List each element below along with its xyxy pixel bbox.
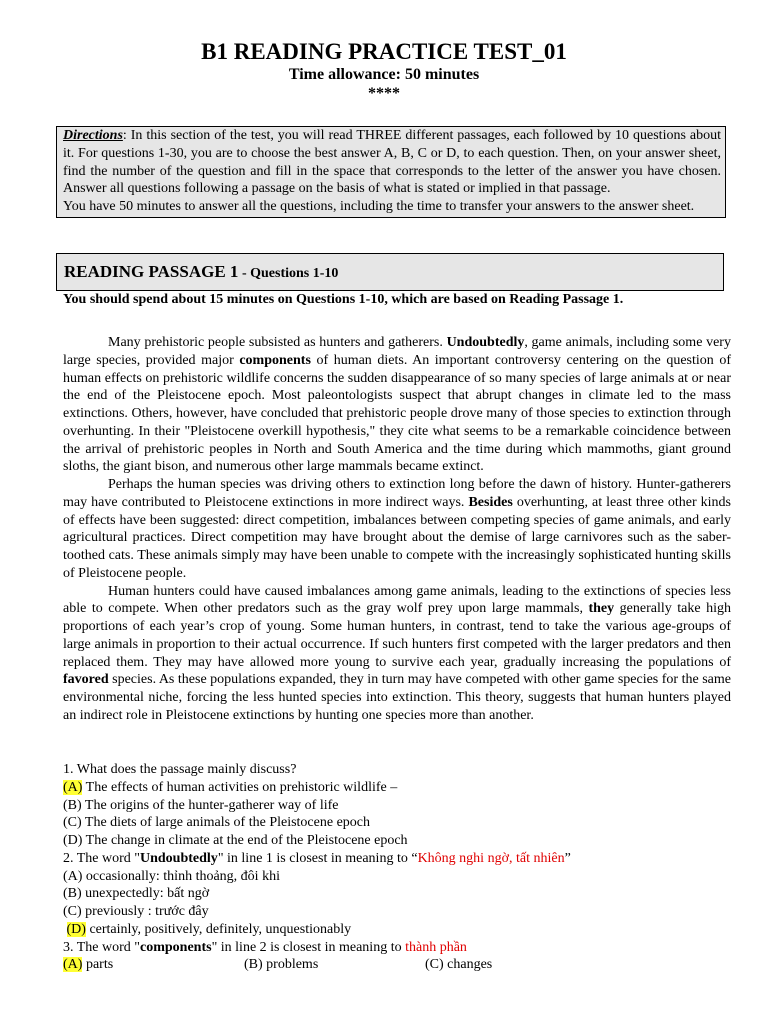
text-run: species. As these populations expanded, they in turn may have competed with other game species for the same environmental niche, forcing the less hunted species into extinction. This theory, suggests that human hunters played an indirect role in Pleistocene extinctions by hunting one species more than another.: [63, 672, 731, 723]
question-1-option-b: (B) The origins of the hunter-gatherer way of life: [63, 797, 339, 813]
directions-text: : In this section of the test, you will read THREE different passages, each followed by 10 questions about it. For questions 1-30, you are to choose the best answer A, B, C or D, to each question. Then, on your answer sheet, find the number of the question and fill in the space that corresponds to the letter of the answer you have chosen. Answer all questions following a passage on the basis of what is stated or implied in that passage.: [63, 128, 721, 197]
question-1-option-c: (C) The diets of large animals of the Pleistocene epoch: [63, 815, 371, 831]
text-run: , game animals, including some very large species, provided major: [63, 335, 731, 368]
question-2-option-a: (A) occasionally: thỉnh thoảng, đôi khi: [63, 868, 280, 884]
separator-stars: ****: [368, 85, 400, 102]
text-run: " in line 2 is closest in meaning to: [211, 939, 406, 955]
translation-note: Không nghi ngờ, tất nhiên: [417, 850, 565, 866]
text-run: Perhaps the human species was driving others to extinction long before the dawn of history. Hunter-gatherers may have contributed to Pleistocene extinctions in more indirect ways.: [63, 477, 731, 510]
keyword-favored: favored: [63, 672, 109, 688]
question-1-option-a: [63, 779, 731, 797]
passage-paragraph-1: [63, 334, 731, 476]
text-run: 2. The word ": [63, 850, 140, 866]
answer-highlight: (A): [63, 779, 83, 795]
option-text: certainly, positively, definitely, unquestionably: [85, 921, 352, 937]
question-2: [63, 850, 731, 868]
question-2-option-d: [63, 921, 731, 939]
text-run: 3. The word ": [63, 939, 140, 955]
question-2-option-b: (B) unexpectedly: bất ngờ: [63, 886, 210, 902]
answer-highlight: (D): [66, 921, 86, 937]
passage-title: READING PASSAGE 1: [64, 262, 239, 281]
passage-header-box: [56, 253, 724, 291]
text-run: Many prehistoric people subsisted as hunters and gatherers.: [108, 335, 447, 350]
question-3: [63, 939, 731, 957]
question-3-option-a: [63, 956, 244, 974]
time-spend-note: You should spend about 15 minutes on Questions 1-10, which are based on Reading Passage 1.: [63, 292, 624, 307]
text-run: overhunting, at least three other kinds of effects have been suggested: direct competition, imbalances between competing species of game animals, and early agricultural practices. Direct competition may have brought about the demise of large carnivores such as the saber-toothed cats. These animals simply may have been unable to compete with the increasingly sophisticated hunting skills of Pleistocene people.: [63, 494, 732, 581]
option-text: The effects of human activities on prehistoric wildlife –: [82, 779, 398, 795]
passage-paragraph-3: [63, 583, 731, 725]
question-keyword: components: [140, 939, 212, 955]
translation-note: thành phần: [405, 939, 467, 955]
passage-paragraph-2: [63, 476, 731, 583]
question-3-option-b: (B) problems: [244, 957, 319, 973]
keyword-components: components: [239, 352, 311, 368]
text-run: generally take high proportions of each year’s crop of young. Some human hunters, in contrast, tend to take the various age-groups of large animals in proportion to their actual occurrence. If such hunters first competed with the larger predators and then replaced them. They may have allowed more young to survive each year, gradually increasing the populations of: [63, 601, 731, 670]
text-run: ”: [564, 850, 571, 866]
directions-time-note: You have 50 minutes to answer all the questions, including the time to transfer your answers to the answer sheet.: [63, 199, 695, 215]
question-3-options: [63, 956, 731, 974]
passage-questions-range: - Questions 1-10: [238, 266, 339, 281]
question-3-option-c: (C) changes: [425, 957, 493, 973]
keyword-they: they: [588, 601, 615, 617]
question-2-option-c: (C) previously : trước đây: [63, 904, 209, 919]
passage-heading: [64, 262, 338, 284]
keyword-undoubtedly: Undoubtedly: [446, 335, 525, 350]
time-allowance: Time allowance: 50 minutes: [288, 66, 480, 83]
question-1: 1. What does the passage mainly discuss?: [63, 762, 297, 777]
directions-label: Directions: [63, 128, 123, 143]
test-title: B1 READING PRACTICE TEST_01: [201, 39, 567, 64]
text-run: Human hunters could have caused imbalances among game animals, leading to the extinctions of species less able to compete. When other predators such as the gray wolf prey upon large mammals,: [63, 583, 731, 617]
question-1-option-d: (D) The change in climate at the end of the Pleistocene epoch: [63, 833, 408, 848]
answer-highlight: (A): [63, 957, 83, 973]
question-keyword: Undoubtedly: [140, 850, 218, 866]
text-run: " in line 1 is closest in meaning to “: [217, 850, 418, 866]
directions-box: [56, 126, 726, 218]
option-text: parts: [82, 957, 114, 973]
question-list: [63, 761, 731, 974]
text-run: of human diets. An important controversy centering on the question of human effects on prehistoric wildlife concerns the sudden disappearance of so many species of large animals at or near the end of the Pleistocene epoch. Most paleontologists suspect that abrupt changes in climate led to the mass extinctions. Others, however, have concluded that prehistoric people drove many of those species to extinction through overhunting. In their "Pleistocene overkill hypothesis," they cite what seems to be a remarkable coincidence between the arrival of prehistoric peoples in North and South America and the time during which mammoths, giant ground sloths, the giant bison, and numerous other large mammals became extinct.: [63, 352, 731, 475]
directions-paragraph: [63, 127, 721, 198]
keyword-besides: Besides: [468, 494, 513, 510]
reading-passage: [63, 334, 731, 725]
